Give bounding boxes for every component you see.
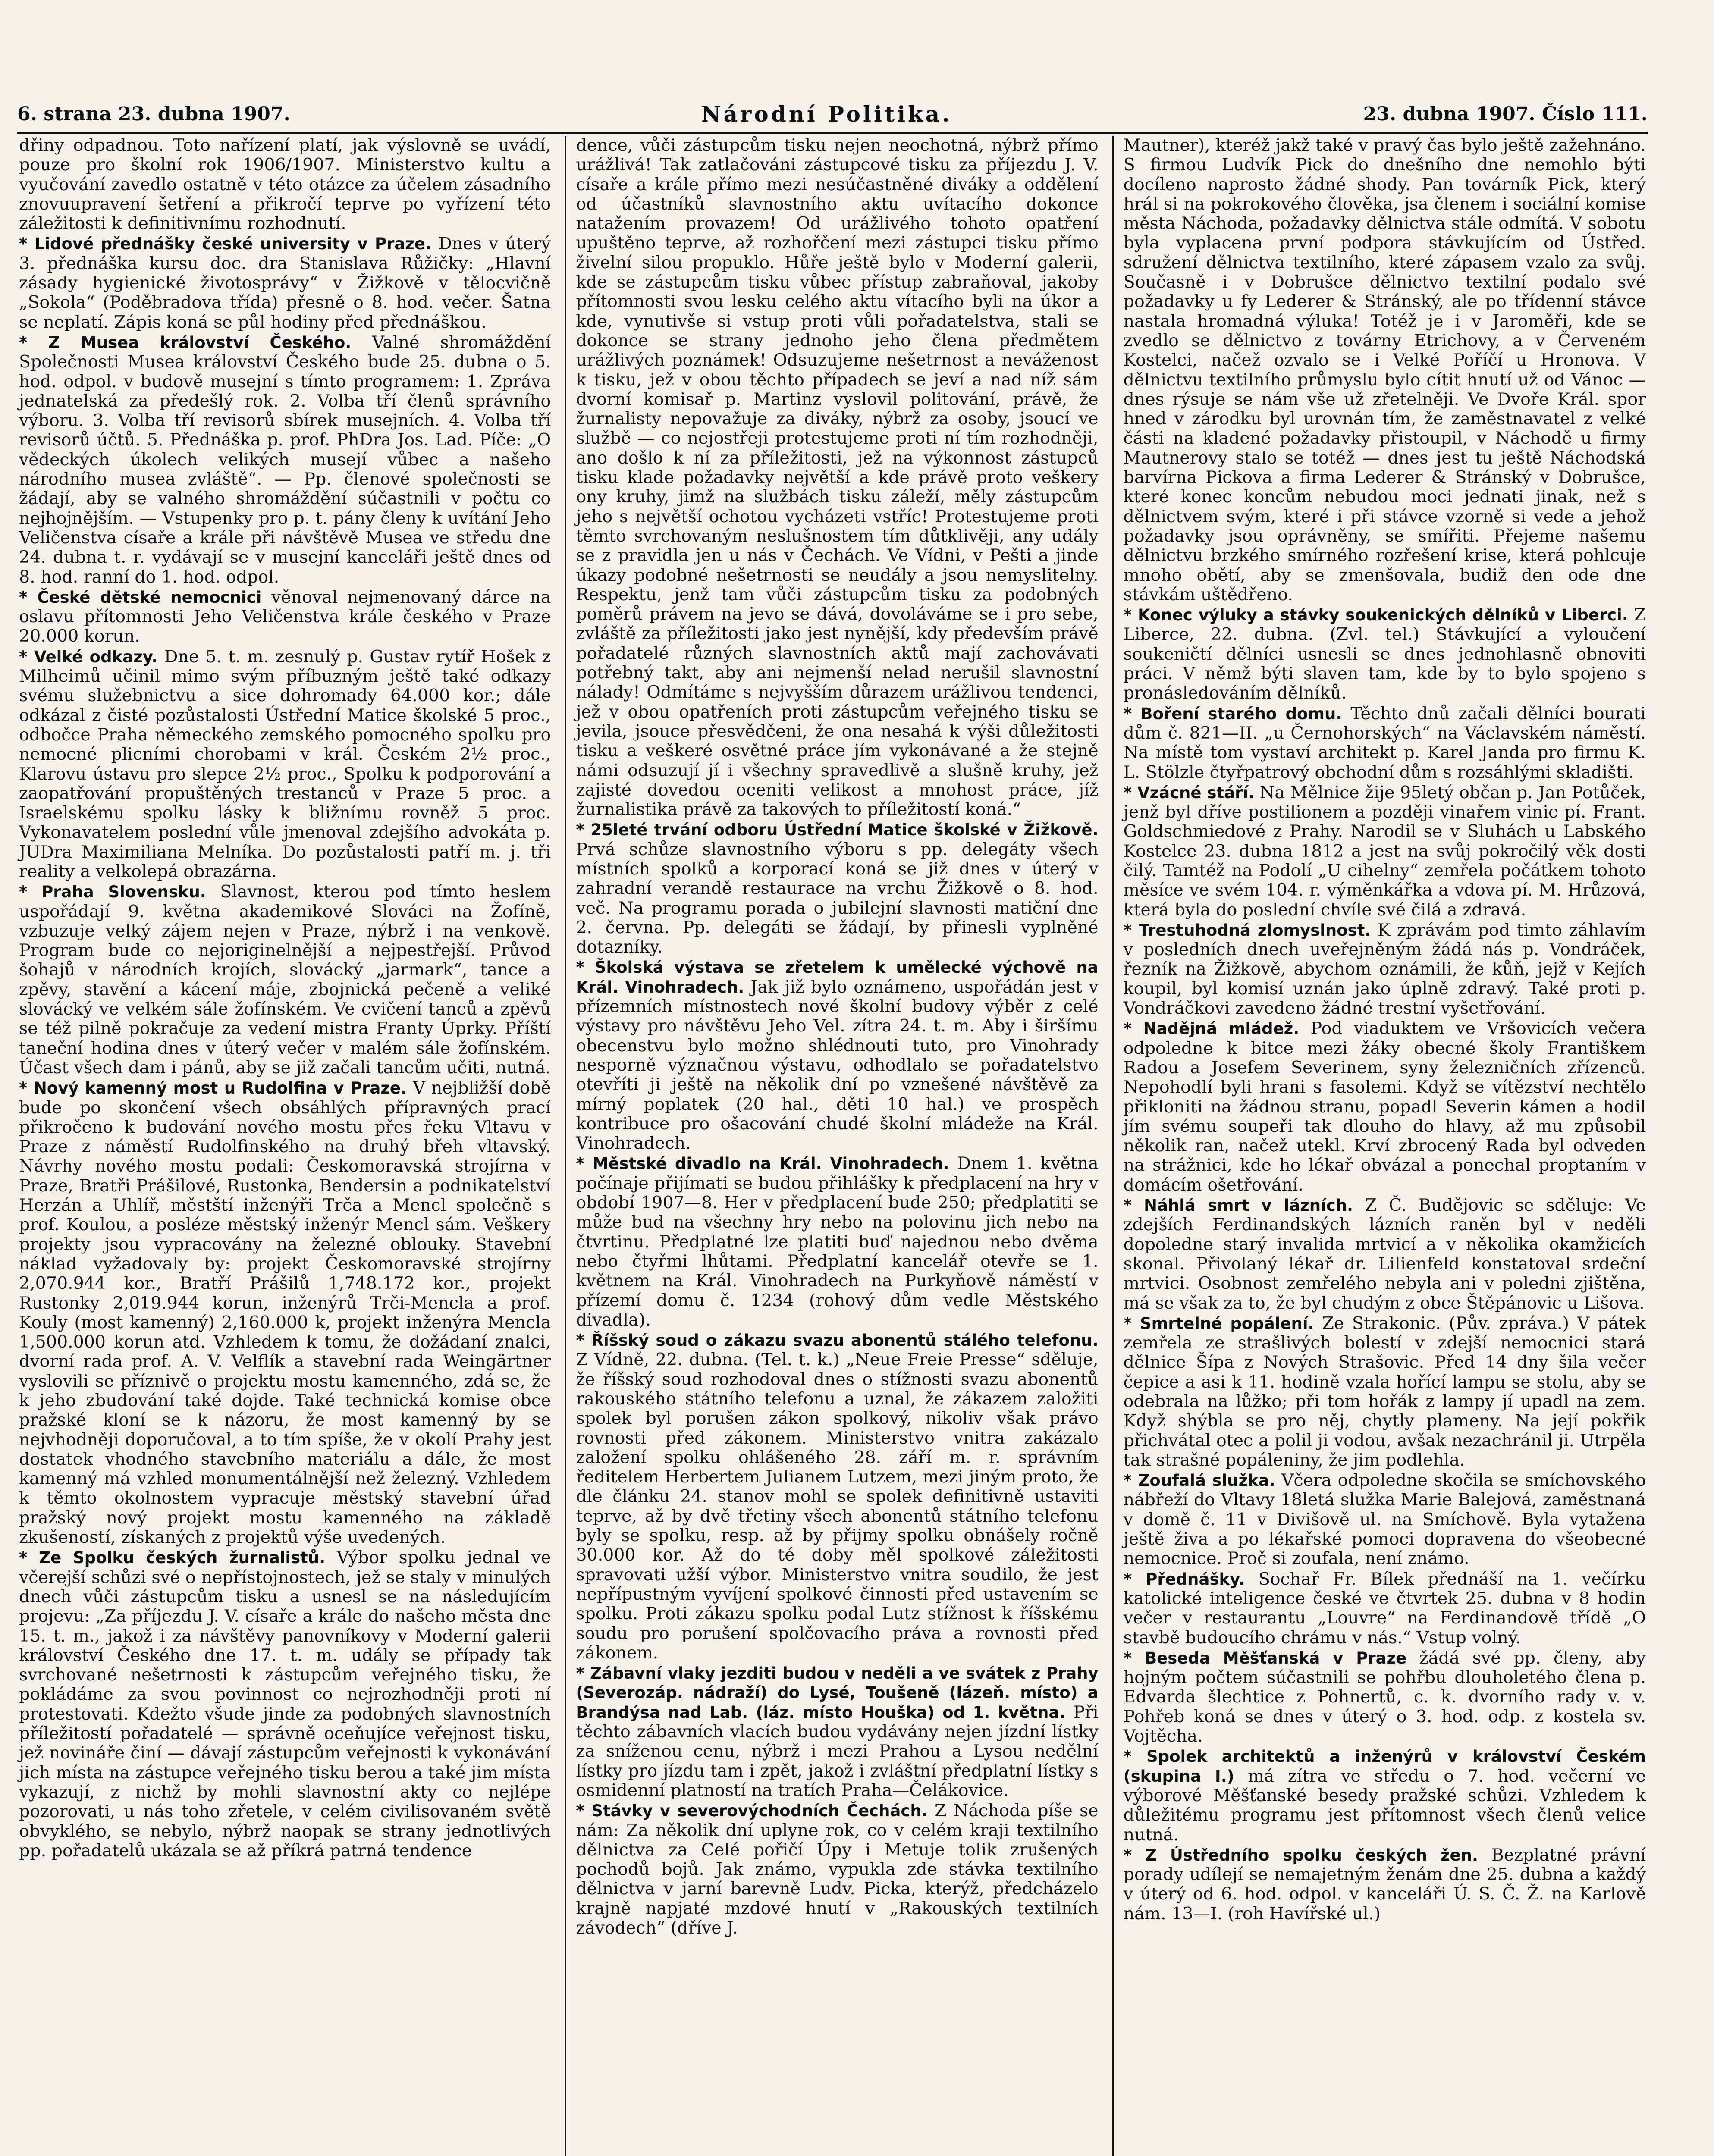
article-heading: * Nový kamenný most u Rudolfina v Praze.: [19, 1079, 407, 1098]
article-text: Výbor spolku jednal ve včerejší schůzi své o nepřístojnostech, jež se staly v minulých dnech vůči zástupcům tisku a usnesl se na následujícím projevu: „Za příjezdu J. V. císaře a krále do našeho města dne 15. t. m., jakož i za návštěvy panovníkovy v Moderní galerii království Českého dne 17. t. m. udály se případy tak svrchované nešetrnosti k zástupcům veřejného tisku, že pokládáme za svou povinnost co nejrozhodněji proti ní protestovati. Kdežto všude jinde za podobných slavnostních příležitostí pořadatelé — správně oceňujíce veřejnost tisku, jež novináře činí — dávají zástupcům veřejnosti k vykonávání jich místa na zástupce veřejného tisku berou a také jim místa vykazují, z nichž by mohli slavnostní akty co nejlépe pozorovati, u nás toho zřetele, v celém civilisovaném světě obvyklého, se nebylo, nýbrž naopak se strany jednotlivých pp. pořadatelů ukázala se až příkrá patrná tendence: [19, 1548, 551, 1861]
article-heading: * Beseda Měšťanská v Praze: [1123, 1648, 1407, 1667]
article-text: Při těchto zábavních vlacích budou vydávány nejen jízdní lístky za sníženou cenu, nýbrž i mezi Prahou a Lysou nedělní lístky pro jízdu tam i zpět, jakož i zvláštní předplatní lístky s osmidenní platností na tratích Praha—Čelákovice.: [576, 1702, 1099, 1800]
article-paragraph: [1124, 1196, 1646, 1313]
article-heading: * Stávky v severovýchodních Čechách.: [576, 1802, 928, 1821]
article-heading: * Z Musea království Českého.: [19, 333, 352, 352]
article-text: Z Vídně, 22. dubna. (Tel. t. k.) „Neue Freie Presse“ sděluje, že říšský soud rozhodoval dnes o stížnosti svazu abonentů rakouského státního telefonu a uznal, že zákazem založiti spolek byl porušen zákon spolkový, nikoliv však právo rovnosti před zákonem. Ministerstvo vnitra zakázalo založení spolku ohlášeného 28. září m. r. správním ředitelem Herbertem Julianem Lutzem, mezi jiným proto, že dle článku 24. stanov mohl se spolek definitivně ustaviti teprve, až by dvě třetiny všech abonentů státního telefonu byly se spolku, resp. až by přijmy spolku obnášely ročně 30.000 kor. Až do té doby měl spolkové záležitosti spravovati užší výbor. Ministerstvo vnitra soudilo, že jest nepřípustným vyvíjení spolkové činnosti před ustavením se spolku. Proti zákazu spolku podal Lutz stížnost k říšskému soudu pro porušení spolčovacího práva a rovnosti před zákonem.: [576, 1350, 1099, 1663]
article-heading: * Spolek architektů a inženýrů v království Českém (skupina I.): [1123, 1747, 1646, 1786]
article-paragraph: [576, 1154, 1098, 1330]
article-text: Z Č. Budějovic se sděluje: Ve zdejších Ferdinandských lázních raněn byl v neděli dopoledne starý invalida mrtvicí a v několika okamžicích skonal. Přivolaný lékař dr. Lilienfeld konstatoval srdeční mrtvici. Osobnost zemřelého nebyla ani v poledni zjištěna, má se však za to, že byl chudým z obce Štěpánovic u Lišova.: [1123, 1195, 1646, 1313]
article-heading: * Říšský soud o zákazu svazu abonentů stálého telefonu.: [576, 1331, 1099, 1350]
article-text: Sochař Fr. Bílek přednáší na 1. večírku katolické inteligence české ve čtvrtek 25. dubna v 8 hodin večer v restaurantu „Louvre“ na Ferdinandově třídě „O stavbě budoucího chrámu v nás.“ Vstup volný.: [1123, 1569, 1646, 1648]
article-text: Z Náchoda píše se nám: Za několik dní uplyne rok, co v celém kraji textilního dělnictva za Celé pořičí Úpy i Metuje tolik zrušených pochodů bojů. Jak známo, vypukla zde stávka textilního dělnictva v jarní barevně Ludv. Picka, kterýž, předcházelo krajně napjaté mzdové hnutí v „Rakouských textilních závodech“ (dříve J.: [576, 1801, 1099, 1938]
article-text: Bezplatné právní porady udílejí se nemajetným ženám dne 25. dubna a každý v úterý od 6. hod. odpol. v kanceláři Ú. S. Č. Ž. na Karlově nám. 13—I. (roh Havířské ul.): [1123, 1845, 1646, 1924]
column-3: [1112, 136, 1648, 2156]
article-paragraph: [19, 1078, 551, 1547]
article-heading: * 25leté trvání odboru Ústřední Matice školské v Žižkově.: [576, 821, 1099, 840]
masthead: [17, 98, 1648, 129]
article-paragraph: [576, 1664, 1098, 1800]
article-paragraph: [1124, 1648, 1646, 1746]
article-paragraph: [1124, 1471, 1646, 1568]
article-paragraph: [576, 1331, 1098, 1663]
article-paragraph: [1124, 704, 1646, 782]
article-paragraph: [19, 1548, 551, 1861]
article-heading: * České dětské nemocnici: [19, 588, 262, 607]
article-heading: * Ze Spolku českých žurnalistů.: [19, 1548, 326, 1567]
issue-date-number: 23. dubna 1907. Číslo 111.: [1363, 103, 1648, 125]
newspaper-page: [17, 0, 1697, 2156]
article-text: Ze Strakonic. (Pův. zpráva.) V pátek zemřela ze strašlivých bolestí v zdejší nemocnici stará dělnice Šípa z Nových Strašovic. Před 14 dny šila večer čepice a asi k 11. hodině vzala hořící lampu se stolu, aby se odebrala na lůžko; při tom hořák z lampy jí upadl na zem. Když shýbla se pro něj, chytly plameny. Na její pokřik přichvátal otec a polil ji vodou, avšak nezachránil ji. Utrpěla tak strašné popáleniny, že jim podlehla.: [1123, 1313, 1646, 1470]
article-text: Slavnost, kterou pod tímto heslem uspořádají 9. května akademikové Slováci na Žofíně, vzbuzuje velký zájem nejen v Praze, nýbrž i na venkově. Program bude co nejoriginelnější a nejpestřejší. Průvod šohajů v národních krojích, slovácký „jarmark“, tance a zpěvy, stavění a kácení máje, zbojnická pečeně a veliké slovácký ve velkém sále žofínském. Ve cvičení tanců a zpěvů se též pilně pokračuje za vedení mistra Franty Úprky. Příští taneční hodina dnes v úterý večer v malém sále žofínském. Účast všech dam i pánů, aby se již začali tancům učiti, nutná.: [19, 882, 551, 1078]
column-1: [17, 136, 552, 2156]
article-heading: * Nadějná mládež.: [1123, 1019, 1300, 1038]
article-paragraph: [19, 136, 551, 233]
article-paragraph: [1124, 1570, 1646, 1648]
article-heading: * Zábavní vlaky jezditi budou v neděli a ve svátek z Prahy (Severozáp. nádraží) do Lysé, Toušeně (lázeň. místo) a Brandýsa nad Lab. (láz. místo Houška) od 1. května.: [576, 1664, 1099, 1722]
article-paragraph: [1124, 1846, 1646, 1924]
article-heading: * Vzácné stáří.: [1123, 783, 1255, 802]
column-2: [565, 136, 1100, 2156]
article-heading: * Velké odkazy.: [19, 647, 158, 666]
article-text: Jak již bylo oznámeno, uspořádán jest v přízemních místnostech nové školní budovy výběr z celé výstavy pro návštěvu Jeho Vel. zítra 24. t. m. Aby i širšímu obecenstvu bylo možno shlédnouti tuto, pro Vinohrady nesporně význačnou výstavu, odhodlalo se pořadatelstvo otevříti ji ještě na několik dní po vznešené návštěvě za mírný poplatek (20 hal., děti 10 hal.) ve prospěch kontribuce pro ošacování chudé školní mládeže na Král. Vinohradech.: [576, 977, 1099, 1153]
article-paragraph: [19, 882, 551, 1078]
article-paragraph: [19, 333, 551, 587]
article-heading: * Boření starého domu.: [1123, 704, 1342, 723]
article-text: K zprávám pod timto záhlavím v posledních dnech uveřejněným žádá nás p. Vondráček, řezník na Žižkově, abychom oznámili, že kůň, jejž v Kejích koupil, byl komisí uznán jako úplně zdravý. Také proti p. Vondráčkovi zavedeno žádné trestní vyšetřování.: [1123, 920, 1646, 1018]
article-paragraph: [1124, 921, 1646, 1018]
article-heading: * Praha Slovensku.: [19, 883, 206, 902]
article-text: Z Liberce, 22. dubna. (Zvl. tel.) Stávkující a vyloučení soukeničtí dělníci usnesli se dnes jednohlasně obnoviti práci. V němž býti slaven tam, kde by to bylo spojeno s pronásledováním dělníků.: [1123, 605, 1646, 703]
article-text: Valné shromáždění Společnosti Musea království Českého bude 25. dubna o 5. hod. odpol. v budově musejní s tímto programem: 1. Zpráva jednatelská za předešlý rok. 2. Volba tří členů správního výboru. 3. Volba tří revisorů sbírek musejních. 4. Volba tří revisorů účtů. 5. Přednáška p. prof. PhDra Jos. Lad. Píče: „O vědeckých úkolech velikých musejí vůbec a našeho národního musea zvláště“. — Pp. členové společnosti se žádají, aby se valného shromáždění súčastnili v počtu co nejhojnějším. — Vstupenky pro p. t. pány členy k uvítání Jeho Veličenstva císaře a krále při návštěvě Musea ve středu dne 24. dubna t. r. vydávají se v musejní kanceláři ještě dnes od 8. hod. ranní do 1. hod. odpol.: [19, 332, 551, 587]
article-text: Těchto dnů začali dělníci bourati dům č. 821—II. „u Černohorských“ na Václavském náměstí. Na místě tom vystaví architekt p. Karel Janda pro firmu K. L. Stölzle čtyřpatrový obchodní dům s rozsáhlými skladišti.: [1123, 703, 1646, 782]
article-heading: * Městské divadlo na Král. Vinohradech.: [576, 1154, 949, 1173]
article-text: Dnem 1. května počínaje přijímati se budou přihlášky k předplacení na hry v období 1907—8. Her v předplacení bude 250; předplatiti se může bud na všechny hry nebo na polovinu jich nebo na čtvrtinu. Předplatné lze platiti buď najednou nebo dvěma nebo čtyřmi lhůtami. Předplatní kancelář otevře se 1. květnem na Král. Vinohradech na Purkyňově náměstí v přízemí domu č. 1234 (rohový dům vedle Městského divadla).: [576, 1153, 1099, 1330]
article-heading: * Z Ústředního spolku českých žen.: [1123, 1846, 1479, 1865]
article-heading: * Přednášky.: [1123, 1570, 1245, 1589]
article-heading: * Zoufalá služka.: [1123, 1471, 1275, 1490]
article-paragraph: [576, 136, 1098, 819]
article-heading: * Náhlá smrt v lázních.: [1123, 1196, 1353, 1215]
article-text: dence, vůči zástupcům tisku nejen neochotná, nýbrž přímo urážlivá! Tak zatlačováni zástupcové tisku za příjezdu J. V. císaře a krále přímo mezi nesúčastněné diváky a oddělení od účastníků slavnostního aktu uvítacího dokonce natažením provazem! Od urážlivého tohoto opatření upuštěno teprve, až rozhořčení mezi zástupci tisku přímo živelní silou propuklo. Hůře ještě bylo v Moderní galerii, kde se zástupcům tisku vůbec přístup zabraňoval, jakoby přítomnosti svou lesku celého aktu vítacího byli na úkor a kde, vynutivše si vstup proti vůli pořadatelstva, stali se dokonce se strany jednoho jeho člena předmětem urážlivých poznámek! Odsuzujeme nešetrnost a neváženost k tisku, jež v obou těchto případech se jeví a nad níž sám dvorní komisař p. Martinz vyslovil politování, právě, že žurnalisty nepovažuje za diváky, nýbrž za osoby, jsoucí ve službě — co nejostřeji protestujeme proti ní tím rozhodněji, ano došlo k ní za příležitosti, jež na výkonnost zástupců tisku klade požadavky největší a kde právě proto veškery ony kruhy, jimž na službách tisku záleží, měly zástupcům jeho s největší ochotou vycházeti vstříc! Protestujeme proti těmto svrchovaným neslušnostem tím důtklivěji, any udály se z pravidla jen u nás v Čechách. Ve Vídni, v Pešti a jinde úkazy podobné nešetrnosti se neudály a jsou nemyslitelny. Respektu, jenž tam vůči zástupcům tisku za podobných poměrů právem na jevo se dává, dovoláváme se i pro sebe, zvláště za příležitosti jako jest nynější, kdy především právě pořadatelé různých slavnostních aktů mají zachovávati potřebný takt, aby ani nejmenší nelad nerušil slavnostní nálady! Odmítáme s nejvyšším důrazem urážlivou tendenci, jež v obou opatřeních proti zástupcům veřejného tisku se jevila, jsouce přesvědčeni, že ona nesahá k výši důležitosti tisku a veškeré osvětné práce jím vykonávané a že stejně námi odsuzují jí i všechny spravedlivě a slušně kruhy, jež zajisté dovedou oceniti velikost a mnohost práce, jíž žurnalistika právě za takových to příležitostí koná.“: [576, 136, 1099, 820]
article-heading: * Školská výstava se zřetelem k umělecké výchově na Král. Vinohradech.: [576, 958, 1099, 997]
article-heading: * Trestuhodná zlomyslnost.: [1123, 921, 1371, 940]
article-paragraph: [19, 647, 551, 882]
article-heading: * Konec výluky a stávky soukenických dělníků v Liberci.: [1123, 606, 1628, 625]
article-paragraph: [1124, 1314, 1646, 1470]
masthead-rule: [17, 132, 1648, 134]
article-text: žádá své pp. členy, aby hojným počtem súčastnili se pohřbu dlouholetého člena p. Edvarda šlechtice z Pohnertů, c. k. dvorního rady v. v. Pohřeb koná se dnes v úterý o 3. hod. odp. z kostela sv. Vojtěcha.: [1123, 1648, 1646, 1746]
page-number-date: 6. strana 23. dubna 1907.: [17, 103, 290, 125]
article-paragraph: [576, 958, 1098, 1153]
article-text: věnoval nejmenovaný dárce na oslavu přítomnosti Jeho Veličenstva krále českého v Praze 20.000 korun.: [19, 587, 551, 646]
article-text: Dnes v úterý 3. přednáška kursu doc. dra Stanislava Růžičky: „Hlavní zásady hygienické životosprávy“ v Žižkově v tělocvičně „Sokola“ (Poděbradova třída) přesně o 8. hod. večer. Šatna se neplatí. Zápis koná se půl hodiny před přednáškou.: [19, 234, 551, 332]
article-text: Na Mělnice žije 95letý občan p. Jan Potůček, jenž byl dříve postilionem a později vinařem vinic pí. Frant. Goldschmiedové z Prahy. Narodil se v Sluhách u Labského Kostelce 23. dubna 1812 a jest na svůj pokročilý věk dosti čilý. Tamtéž na Podolí „U cihelny“ zemřela počátkem tohoto měsíce ve svém 104. r. výměnkářka a vdova pí. M. Hrůzová, která byla do poslední chvíle své čilá a zdravá.: [1123, 782, 1646, 920]
article-text: dřiny odpadnou. Toto nařízení platí, jak výslovně se uvádí, pouze pro školní rok 1906/1907. Ministerstvo kultu a vyučování zavedlo ostatně v této otázce za účelem zásadního znovuupravení šetření a přikročí teprve po vyřízení této záležitosti k definitivnímu rozhodnutí.: [19, 136, 551, 234]
article-heading: * Lidové přednášky české university v Praze.: [19, 235, 431, 254]
article-text: Prvá schůze slavnostního výboru s pp. delegáty všech místních spolků a korporací koná se již dnes v úterý v zahradní verandě restaurace na vrchu Žižkově o 8. hod. več. Na programu porada o jubilejní slavnosti matiční dne 2. června. Pp. delegáti se žádají, by přinesli vyplněné dotazníky.: [576, 839, 1099, 957]
article-paragraph: [1124, 1019, 1646, 1195]
article-text: Dne 5. t. m. zesnulý p. Gustav rytíř Hošek z Milheimů učinil mimo svým příbuzným ještě také odkazy svému služebnictvu a sice dohromady 64.000 kor.; dále odkázal z čisté pozůstalosti Ústřední Matice školské 5 proc., odbočce Praha německého zemského pomocného spolku pro nemocné plicními chorobami v král. Českém 2½ proc., Klarovu ústavu pro slepce 2½ proc., Spolku k podporování a zaopatřování propuštěných trestanců v Praze 5 proc. a Israelskému spolku lásky k bližnímu rovněž 5 proc. Vykonavatelem poslední vůle jmenoval zdejšího advokáta p. JUDra Maximiliana Melníka. Do pozůstalosti patří m. j. tři reality a velkolepá obrazárna.: [19, 646, 551, 881]
article-paragraph: [576, 820, 1098, 957]
article-paragraph: [19, 234, 551, 332]
article-heading: * Smrtelné popálení.: [1123, 1314, 1314, 1333]
article-paragraph: [1124, 783, 1646, 920]
article-text: Včera odpoledne skočila se smíchovského nábřeží do Vltavy 18letá služka Marie Balejová, zaměstnaná v domě č. 11 v Divišově ul. na Smíchově. Byla vytažena ještě živa a po lékařské pomoci dopravena do všeobecné nemocnice. Proč si zoufala, není známo.: [1123, 1470, 1646, 1569]
article-paragraph: [576, 1801, 1098, 1938]
article-paragraph: [1124, 1747, 1646, 1844]
article-paragraph: [1124, 605, 1646, 703]
article-text: V nejbližší době bude po skončení všech obsáhlých přípravných prací přikročeno k budování nového mostu přes řeku Vltavu v Praze z náměstí Rudolfinského na druhý břeh vltavský. Návrhy nového mostu podali: Českomoravská strojírna v Praze, Bratři Prášilové, Rustonka, Bendersin a podnikatelství Herzán a Uhlíř, městští inženýři Trča a Mencl společně s prof. Koulou, a posléze městský inženýr Mencl sám. Veškery projekty jsou vypracovány na železné oblouky. Stavební náklad vyžadovaly by: projekt Českomoravské strojírny 2,070.944 kor., Bratří Prášilů 1,748.172 kor., projekt Rustonky 2,019.944 korun, inženýrů Trči-Mencla a prof. Kouly (most kamenný) 2,160.000 k, projekt inženýra Mencla 1,500.000 korun atd. Vzhledem k tomu, že dožádaní znalci, dvorní rada prof. A. V. Velflík a stavební rada Weingärtner vyslovili se příznivě o projektu mostu kamenného, zdá se, že k jeho zbudování také dojde. Také technická komise obce pražské kloní se k názoru, že most kamenný by se nejvhodněji doporučoval, a to tím spíše, že v okolí Prahy jest dostatek vhodného stavebního materiálu a dále, že most kamenný má vzhled monumentálnější než železný. Vzhledem k těmto okolnostem vypracuje městský stavební úřad pražský nový projekt mostu kamenného na základě zkušeností, získaných z projektů výše uvedených.: [19, 1078, 551, 1548]
newspaper-title: Národní Politika.: [701, 101, 952, 127]
article-paragraph: [1124, 136, 1646, 605]
article-paragraph: [19, 588, 551, 646]
article-text: má zítra ve středu o 7. hod. večerní ve výborové Měšťanské besedy pražské schůzi. Vzhledem k důležitému programu jest přítomnost všech členů velice nutná.: [1123, 1766, 1646, 1845]
article-columns: [17, 136, 1648, 2156]
article-text: Pod viaduktem ve Vršovicích večera odpoledne k bitce mezi žáky obecné školy Františkem Radou a Josefem Severinem, syny železničních zřízenců. Nepohodlí byli hrani s fasolemi. Když se vítězství nechtělo přikloniti na žádnou stranu, popadl Severin kámen a hodil jím svému soupeři tak dlouho do hlavy, až mu způsobil několik ran, načež utekl. Krví zbrocený Rada byl odveden na strážnici, kde ho lékař obvázal a ponechal proptaním v domácím ošetřování.: [1123, 1018, 1646, 1195]
article-text: Mautner), kteréž jakž také v pravý čas bylo ještě zažehnáno. S firmou Ludvík Pick do dnešního dne nemohlo býti docíleno naprosto žádné shody. Pan továrník Pick, který hrál si na pokrokového člověka, jsa členem i sociální komise města Náchoda, požadavky dělnictva stále odmítá. V sobotu byla vyplacena první podpora stávkujícím od Ústřed. sdružení dělnictva textilního, které zápasem vzalo za svůj. Současně i v Dobrušce dělnictvo textilní podalo své požadavky u fy Lederer & Stránský, ale po třídenní stávce nastala hromadná výluka! Totéž je i v Jaroměři, kde se zvedlo se dělnictvo z továrny Etrichovy, a v Červeném Kostelci, načež ozvalo se i Velké Poříčí u Hronova. V dělnictvu textilního průmyslu bylo cítit hnutí už od Vánoc — dnes rýsuje se nám vše už zřetelněji. Ve Dvoře Král. spor hned v zárodku byl urovnán tím, že zaměstnavatel z velké části na kladené požadavky přistoupil, v Náchodě u firmy Mautnerovy stalo se totéž — dnes jest tu ještě Náchodská barvírna Pickova a firma Lederer & Stránský v Dobrušce, které konec koncům nebudou moci jednati jinak, než s dělnictvem svým, které i při stávce vzorně si vede a jehož požadavky jsou oprávněny, se smířiti. Přejeme našemu dělnictvu brzkého smírného rozřešení krise, která pohlcuje mnoho obětí, aby se zmenšovala, budiž den ode dne stávkám uštědřeno.: [1123, 136, 1646, 605]
